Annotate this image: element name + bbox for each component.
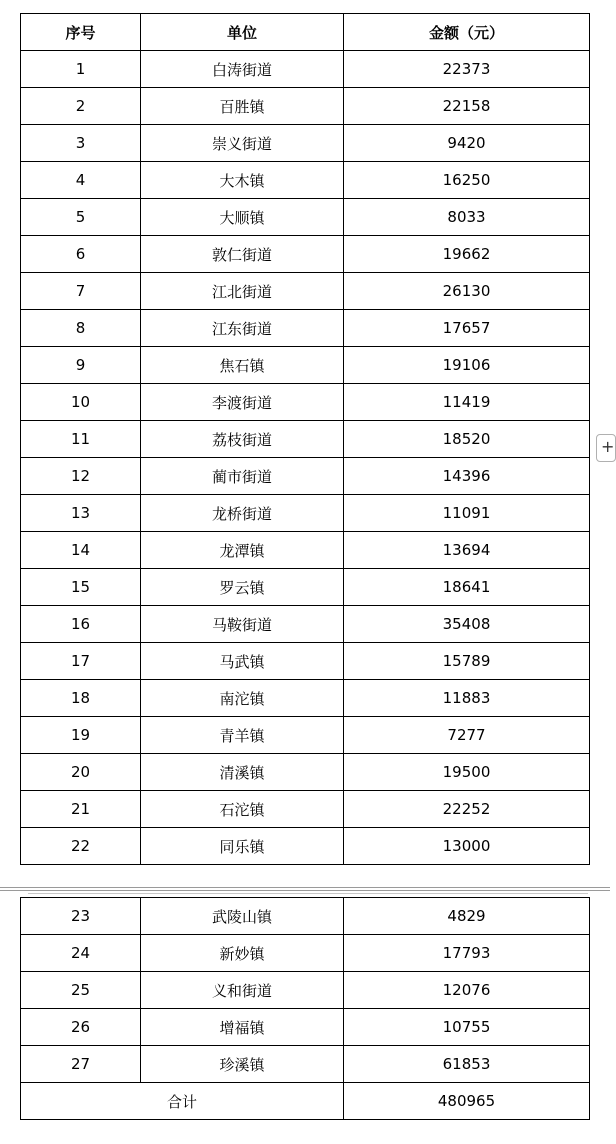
- cell-index: 21: [21, 791, 141, 828]
- table-row: [21, 347, 590, 384]
- cell-amount: 17793: [344, 935, 590, 972]
- cell-index: 19: [21, 717, 141, 754]
- cell-amount: 11091: [344, 495, 590, 532]
- table-row: [21, 898, 590, 935]
- header-amount: 金额（元）: [344, 14, 590, 51]
- cell-unit: 同乐镇: [141, 828, 344, 865]
- cell-index: 1: [21, 51, 141, 88]
- table-row: [21, 569, 590, 606]
- cell-amount: 19662: [344, 236, 590, 273]
- cell-index: 27: [21, 1046, 141, 1083]
- cell-unit: 南沱镇: [141, 680, 344, 717]
- cell-amount: 9420: [344, 125, 590, 162]
- cell-amount: 18520: [344, 421, 590, 458]
- cell-amount: 61853: [344, 1046, 590, 1083]
- plus-icon: +: [601, 437, 615, 456]
- cell-unit: 江北街道: [141, 273, 344, 310]
- cell-amount: 13694: [344, 532, 590, 569]
- cell-amount: 15789: [344, 643, 590, 680]
- cell-amount: 16250: [344, 162, 590, 199]
- total-label: 合计: [21, 1083, 344, 1120]
- table-row: [21, 1009, 590, 1046]
- total-row: [21, 1083, 590, 1120]
- cell-index: 16: [21, 606, 141, 643]
- table-row: [21, 935, 590, 972]
- cell-index: 26: [21, 1009, 141, 1046]
- cell-unit: 龙桥街道: [141, 495, 344, 532]
- table-body-page-2: [21, 898, 590, 1083]
- amount-table-page-1: [20, 13, 590, 865]
- table-row: [21, 51, 590, 88]
- cell-unit: 清溪镇: [141, 754, 344, 791]
- cell-unit: 大顺镇: [141, 199, 344, 236]
- add-row-button[interactable]: [596, 434, 616, 462]
- header-unit: 单位: [141, 14, 344, 51]
- table-row: [21, 972, 590, 1009]
- cell-unit: 龙潭镇: [141, 532, 344, 569]
- cell-amount: 8033: [344, 199, 590, 236]
- table-row: [21, 162, 590, 199]
- cell-index: 13: [21, 495, 141, 532]
- cell-amount: 10755: [344, 1009, 590, 1046]
- table-row: [21, 273, 590, 310]
- table-row: [21, 791, 590, 828]
- cell-unit: 珍溪镇: [141, 1046, 344, 1083]
- cell-unit: 焦石镇: [141, 347, 344, 384]
- table-header-row: [21, 14, 590, 51]
- table-row: [21, 532, 590, 569]
- cell-unit: 马鞍街道: [141, 606, 344, 643]
- cell-unit: 白涛街道: [141, 51, 344, 88]
- header-index: 序号: [21, 14, 141, 51]
- cell-index: 22: [21, 828, 141, 865]
- table-row: [21, 717, 590, 754]
- cell-unit: 百胜镇: [141, 88, 344, 125]
- cell-amount: 11883: [344, 680, 590, 717]
- cell-amount: 4829: [344, 898, 590, 935]
- cell-index: 3: [21, 125, 141, 162]
- cell-unit: 增福镇: [141, 1009, 344, 1046]
- cell-index: 2: [21, 88, 141, 125]
- cell-unit: 青羊镇: [141, 717, 344, 754]
- cell-unit: 石沱镇: [141, 791, 344, 828]
- cell-index: 10: [21, 384, 141, 421]
- cell-unit: 李渡街道: [141, 384, 344, 421]
- cell-amount: 22373: [344, 51, 590, 88]
- cell-amount: 17657: [344, 310, 590, 347]
- cell-amount: 12076: [344, 972, 590, 1009]
- cell-unit: 崇义街道: [141, 125, 344, 162]
- cell-amount: 7277: [344, 717, 590, 754]
- table-row: [21, 643, 590, 680]
- cell-index: 18: [21, 680, 141, 717]
- cell-index: 25: [21, 972, 141, 1009]
- cell-amount: 19106: [344, 347, 590, 384]
- cell-amount: 18641: [344, 569, 590, 606]
- total-amount: 480965: [344, 1083, 590, 1120]
- cell-unit: 义和街道: [141, 972, 344, 1009]
- cell-index: 14: [21, 532, 141, 569]
- cell-amount: 11419: [344, 384, 590, 421]
- table-row: [21, 199, 590, 236]
- cell-index: 24: [21, 935, 141, 972]
- cell-index: 8: [21, 310, 141, 347]
- table-row: [21, 421, 590, 458]
- cell-index: 7: [21, 273, 141, 310]
- cell-unit: 蔺市街道: [141, 458, 344, 495]
- cell-index: 23: [21, 898, 141, 935]
- cell-unit: 江东街道: [141, 310, 344, 347]
- table-row: [21, 1046, 590, 1083]
- cell-amount: 22158: [344, 88, 590, 125]
- table-body-page-1: [21, 51, 590, 865]
- cell-amount: 13000: [344, 828, 590, 865]
- cell-index: 20: [21, 754, 141, 791]
- table-row: [21, 495, 590, 532]
- table-row: [21, 310, 590, 347]
- cell-unit: 敦仁街道: [141, 236, 344, 273]
- table-row: [21, 680, 590, 717]
- amount-table-page-2: [20, 897, 590, 1120]
- table-row: [21, 828, 590, 865]
- cell-index: 9: [21, 347, 141, 384]
- table-row: [21, 125, 590, 162]
- cell-index: 11: [21, 421, 141, 458]
- cell-unit: 武陵山镇: [141, 898, 344, 935]
- cell-unit: 荔枝街道: [141, 421, 344, 458]
- page-break: [0, 885, 610, 895]
- table-row: [21, 236, 590, 273]
- cell-amount: 19500: [344, 754, 590, 791]
- cell-unit: 罗云镇: [141, 569, 344, 606]
- cell-index: 12: [21, 458, 141, 495]
- cell-unit: 新妙镇: [141, 935, 344, 972]
- cell-index: 17: [21, 643, 141, 680]
- table-row: [21, 606, 590, 643]
- cell-amount: 14396: [344, 458, 590, 495]
- cell-amount: 22252: [344, 791, 590, 828]
- table-row: [21, 458, 590, 495]
- table-row: [21, 754, 590, 791]
- cell-index: 6: [21, 236, 141, 273]
- cell-unit: 大木镇: [141, 162, 344, 199]
- cell-index: 5: [21, 199, 141, 236]
- table-row: [21, 384, 590, 421]
- cell-amount: 35408: [344, 606, 590, 643]
- table-row: [21, 88, 590, 125]
- cell-index: 4: [21, 162, 141, 199]
- cell-index: 15: [21, 569, 141, 606]
- cell-unit: 马武镇: [141, 643, 344, 680]
- cell-amount: 26130: [344, 273, 590, 310]
